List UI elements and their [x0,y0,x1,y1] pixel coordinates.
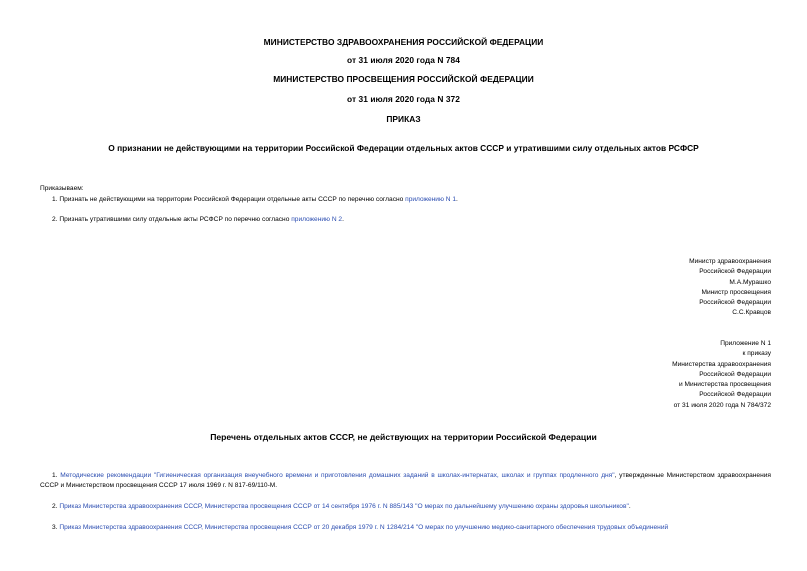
appendix-header-block [591,339,771,411]
list-item-text: . [628,503,631,510]
order-item-2-end: . [342,216,344,223]
ministry-health-heading: МИНИСТЕРСТВО ЗДРАВООХРАНЕНИЯ РОССИЙСКОЙ ФЕДЕРАЦИИ [263,37,544,47]
signature-line: С.С.Кравцов [732,309,771,317]
list-item [40,471,771,492]
appendix-line: от 31 июля 2020 года N 784/372 [673,401,771,409]
order-item-1 [52,195,458,205]
appendix-line: к приказу [742,350,771,358]
list-item-number: 2. [52,503,60,510]
appendix-line: Приложение N 1 [720,340,771,347]
signature-line: Российской Федерации [699,299,771,307]
appendix-line: Министерства здравоохранения [672,360,771,368]
order-item-2 [52,215,344,225]
order-item-1-end: . [456,196,458,203]
list-item-link[interactable]: Приказ Министерства здравоохранения СССР, Министерства просвещения СССР от 20 декабря 1979 г. N 1284/214 "О мерах по улучшению медико-санитарного обеспечения трудовых объединений [59,524,669,531]
list-item-number: 3. [52,524,60,531]
signature-line: Министр просвещения [701,288,771,296]
list-item-number: 1. [52,472,61,479]
signature-line: Министр здравоохранения [689,258,771,265]
list-item-link[interactable]: Методические рекомендации "Гигиеническая организация внеучебного времени и приготовления домашних заданий в школах-интернатах, школах и группах продленного дня" [60,472,615,479]
order-item-2-text: 2. Признать утратившими силу отдельные акты РСФСР по перечню согласно [52,216,292,223]
order-date-education: от 31 июля 2020 года N 372 [347,94,460,104]
signature-line: М.А.Мурашко [729,278,771,286]
doc-type-heading: ПРИКАЗ [386,114,421,124]
list-item-link[interactable]: Приказ Министерства здравоохранения СССР, Министерства просвещения СССР от 14 сентября 1976 г. N 885/143 "О мерах по дальнейшему улучшению охраны здоровья школьников" [59,503,629,510]
signature-block [591,257,771,319]
list-item [40,523,771,533]
appendix-line: и Министерства просвещения [678,381,771,389]
list-item [40,502,771,512]
ministry-education-heading: МИНИСТЕРСТВО ПРОСВЕЩЕНИЯ РОССИЙСКОЙ ФЕДЕРАЦИИ [273,74,534,84]
appendix-1-link[interactable]: приложению N 1 [405,196,457,203]
appendix-2-link[interactable]: приложению N 2 [291,216,343,223]
list-title: Перечень отдельных актов СССР, не действующих на территории Российской Федерации [210,432,597,442]
list-item-text: , утвержденные Министерством здравоохранения СССР и Министерством просвещения СССР 17 июля 1969 г. N 817-69/110-М. [40,472,771,490]
order-item-1-text: 1. Признать не действующими на территории Российской Федерации отдельные акты СССР по перечню согласно [52,196,406,203]
signature-line: Российской Федерации [699,268,771,276]
appendix-line: Российской Федерации [699,391,771,399]
order-subject: О признании не действующими на территории Российской Федерации отдельных актов СССР и утратившими силу отдельных актов РСФСР [108,143,699,153]
order-date-health: от 31 июля 2020 года N 784 [347,55,460,65]
intro-text: Приказываем: [40,185,84,192]
appendix-line: Российской Федерации [699,370,771,378]
